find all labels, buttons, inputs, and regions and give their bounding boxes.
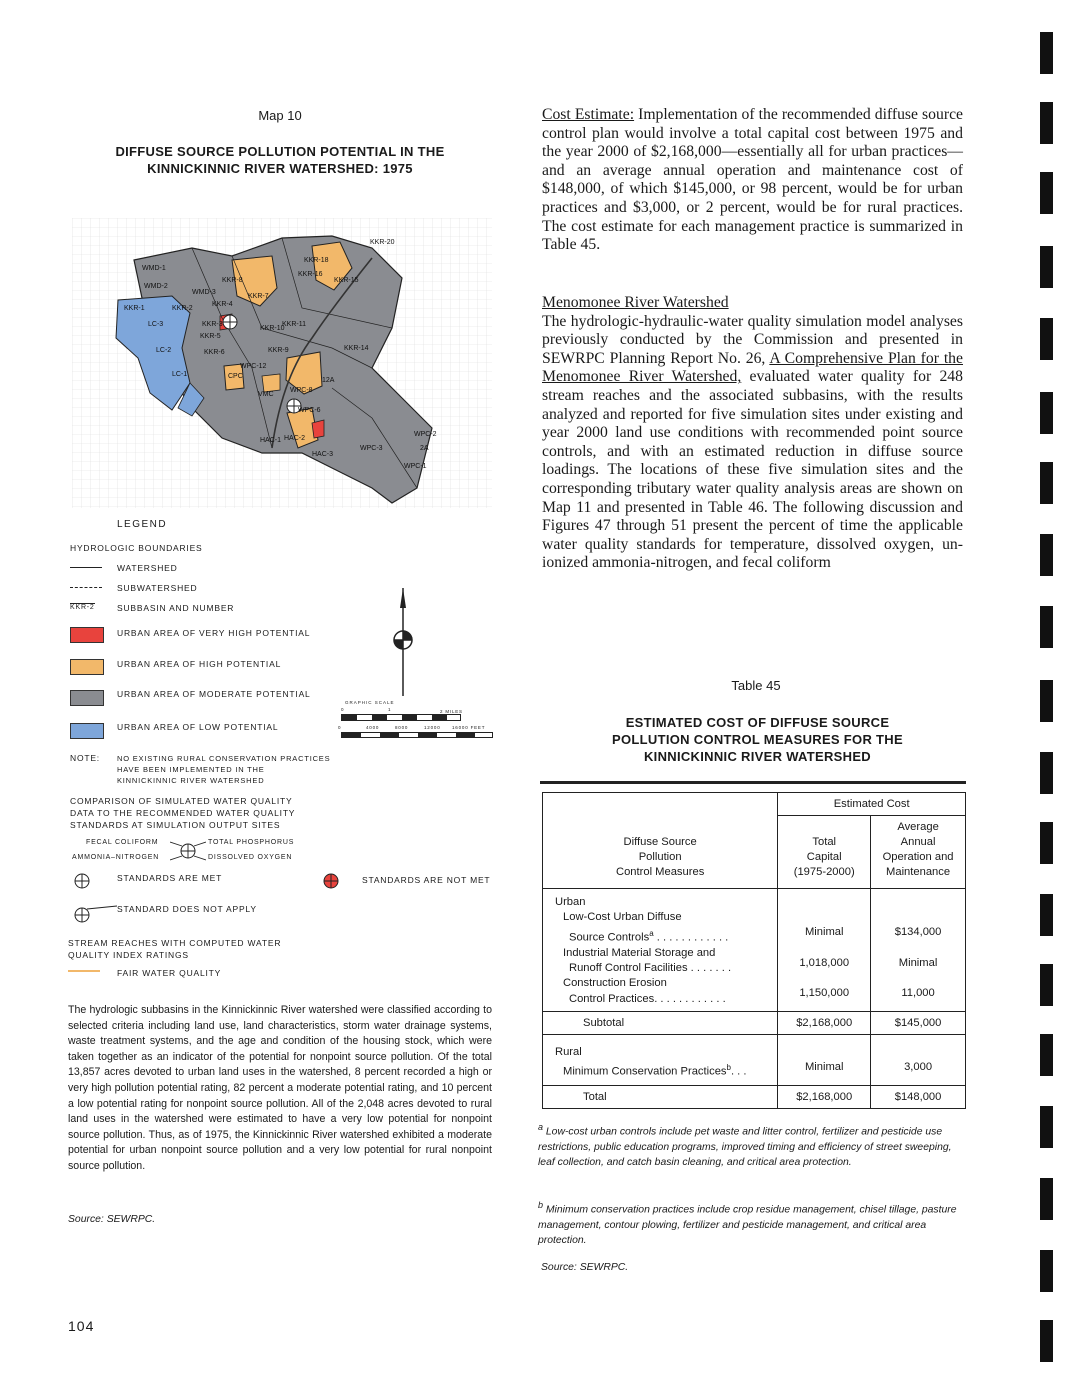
legend-title: LEGEND: [117, 519, 168, 530]
map-subbasin-label: KKR-8: [222, 277, 243, 284]
map-subbasin-label: KKR-7: [248, 293, 269, 300]
scale-ft-3: 12000: [424, 725, 441, 730]
lowcost-l2: Source Controls: [569, 931, 650, 944]
watershed-line-icon: [70, 567, 102, 568]
comp-line2: DATA TO THE RECOMMENDED WATER QUALITY: [70, 808, 296, 818]
page-number: 104: [68, 1318, 95, 1334]
scale-ft-2: 8000: [395, 725, 409, 730]
footnote-b: [538, 1198, 964, 1249]
binder-mark: [1040, 894, 1053, 936]
hdr-col3-l3: Operation and: [882, 851, 954, 863]
menomonee-text-b: evaluated water quality for 248 stream reaches and the associated subbasins, with the results analyzed and reported for five simulation sites under existing and year 2000 land use conditions with recommended point source controls, and with an estimated reduction in diffuse source loadings. The locations of these five simulation sites and the corresponding tributary water quality analysis areas are shown on Map 11 and presented in Table 46. The following discussion and Figures 47 through 51 present the percent of time the applicable water quality standards for temperature, dissolved oxygen, un-ionized ammonia-nitrogen, and fecal coliform: [542, 368, 963, 572]
ind-l1: Industrial Material Storage and: [563, 946, 716, 959]
map-subbasin-label: WPC-2: [414, 431, 437, 438]
header-measures: [543, 793, 778, 889]
legend-moderate: URBAN AREA OF MODERATE POTENTIAL: [117, 689, 311, 699]
note-line2: HAVE BEEN IMPLEMENTED IN THE: [117, 765, 265, 774]
urban-measures: Urban Low-Cost Urban Diffuse Source Controls$^a$ . . . . . . . . . . . . Industrial Material Storage and Runoff Control Facilities . . . . . . . Construction Erosion Control Practices. . . . . . . . . . . .: [543, 889, 778, 1012]
map-subbasin-label: KKR-1: [124, 305, 145, 312]
map-subbasin-label: KKR-9: [268, 347, 289, 354]
map-subbasin-label: WPC-1: [404, 463, 427, 470]
legend-note: [117, 753, 330, 786]
map-subbasin-label: 2A: [420, 445, 429, 452]
scale-mile-1: 1: [388, 707, 392, 712]
ind-l2: Runoff Control Facilities: [569, 961, 688, 974]
scale-bar-feet: [341, 732, 493, 738]
legend-met: STANDARDS ARE MET: [117, 873, 223, 883]
map-subbasin-label: WPC-8: [290, 387, 313, 394]
subtotal-capital: $2,168,000: [778, 1011, 871, 1034]
map-subbasin-label: HAC-3: [312, 451, 334, 458]
map-subbasin-label: HAC-2: [284, 435, 306, 442]
binder-mark: [1040, 102, 1053, 144]
header-annual-om: [871, 816, 966, 889]
scale-ft-4: 16000 FEET: [452, 725, 486, 730]
hdr-col2-l1: Total: [812, 836, 837, 848]
binder-mark: [1040, 246, 1053, 288]
menomonee-section: [542, 294, 963, 573]
binder-mark: [1040, 606, 1053, 648]
binder-mark: [1040, 1178, 1053, 1220]
binder-mark: [1040, 172, 1053, 214]
map-subbasin-label: KKR-18: [304, 257, 329, 264]
map-subbasin-label: 12A: [322, 377, 335, 384]
binder-mark: [1040, 680, 1053, 722]
binder-mark: [1040, 822, 1053, 864]
hdr-col1-l2: Pollution: [638, 851, 682, 863]
legend-fair: FAIR WATER QUALITY: [117, 968, 222, 978]
menomonee-report-title: A Comprehensive Plan for the Menomonee River Watershed,: [542, 349, 963, 386]
map-subbasin-label: KKR-11: [282, 321, 306, 328]
hdr-col3-l2: Annual: [900, 836, 936, 848]
legend-hydro: HYDROLOGIC BOUNDARIES: [70, 543, 203, 553]
map-subbasin-label: WPC-6: [298, 407, 321, 414]
map-subbasin-label: WPC-12: [240, 363, 267, 370]
legend-phos: TOTAL PHOSPHORUS: [208, 839, 295, 846]
footnote-b-mark: b: [538, 1200, 544, 1210]
lowcost-om: $134,000: [894, 926, 942, 938]
subwatershed-line-icon: [70, 587, 102, 588]
hdr-col2-l2: Capital: [806, 851, 842, 863]
very-high-swatch: [70, 627, 104, 643]
fair-quality-line-icon: [68, 970, 100, 972]
note-label: NOTE:: [70, 753, 100, 763]
north-arrow-icon: [392, 588, 414, 696]
map-subbasin-label: HAC-1: [260, 437, 282, 444]
map-subbasin-label: KKR-2: [172, 305, 193, 312]
map-subbasin-label: KKR-10: [260, 325, 285, 332]
legend-ammonia: AMMONIA–NITROGEN: [72, 854, 160, 861]
legend-subbasin: SUBBASIN AND NUMBER: [117, 603, 235, 613]
table-title-line3: KINNICKINNIC RIVER WATERSHED: [643, 749, 871, 764]
map-caption: The hydrologic subbasins in the Kinnickinnic River watershed were classified according to selected criteria including land use, land characteristics, storm water drainage systems, waste treatment systems, and the age and condition of the housing stock, which were taken together as an indicator of the potential for nonpoint source pollution. Of the total 13,857 acres devoted to urban land uses in the watershed, 8 percent recorded a high or very high pollution potential rating, 82 percent a moderate potential rating, and 10 percent a low potential rating for nonpoint source pollution. All of the 2,048 acres devoted to rural land uses in the watershed were estimated to have a very low potential for nonpoint source pollution. Thus, as of 1975, the Kinnickinnic River watershed exhibited a moderate potential for urban nonpoint source pollution and a very low potential for rural nonpoint source pollution.: [68, 1004, 492, 1172]
scale-ft-1: 4000: [366, 725, 380, 730]
standards-met-icon: [73, 872, 91, 890]
legend-not-met: STANDARDS ARE NOT MET: [362, 875, 491, 885]
con-om: 11,000: [901, 987, 935, 1000]
standards-not-met-icon: [322, 872, 340, 890]
binder-mark: [1040, 1250, 1053, 1292]
map-source: Source: SEWRPC.: [68, 1214, 156, 1225]
map-subbasin-label: WMD-2: [144, 283, 168, 290]
table-row: [543, 1011, 966, 1034]
subtotal-label: Subtotal: [543, 1011, 778, 1034]
map-subbasin-label: KKR-3: [202, 321, 223, 328]
map-subbasin-label: WPC-3: [360, 445, 383, 452]
urban-capital: [778, 889, 871, 1012]
map-legend: [0, 0, 530, 1000]
menomonee-text-a: The hydrologic-hydraulic-water quality simulation model analyses previously conducted by the Commission and presented in SEWRPC Planning Report No. 26,: [542, 312, 963, 367]
table-source: Source: SEWRPC.: [541, 1262, 629, 1273]
footnote-a-text: Low-cost urban controls include pet waste and litter control, fertilizer and pesticide use restrictions, public education programs, improved timing and efficiency of street sweeping, leaf collection, and catch basin cleaning, and critical area protection.: [538, 1126, 952, 1169]
rural-capital: Minimal: [778, 1034, 871, 1085]
legend-not-apply: STANDARD DOES NOT APPLY: [117, 904, 257, 914]
binder-mark: [1040, 392, 1053, 434]
menomonee-paragraph: [542, 313, 963, 573]
table-row: [543, 1085, 966, 1108]
header-total-capital: [778, 816, 871, 889]
table-row: [543, 889, 966, 1012]
ind-cap: 1,018,000: [799, 956, 850, 969]
urban-om: [871, 889, 966, 1012]
map-subbasin-label: KKR-20: [370, 239, 395, 246]
map-subbasin-label: KKR-5: [200, 333, 221, 340]
menomonee-heading: Menomonee River Watershed: [542, 294, 729, 311]
map-subbasin-label: KKR-16: [298, 271, 323, 278]
map-subbasin-label: CPC: [228, 373, 243, 380]
subbasin-code: KKR-2: [70, 604, 95, 611]
hdr-col3-l4: Maintenance: [886, 866, 951, 878]
map-subbasin-label: LC-3: [148, 321, 164, 328]
footnote-a: [538, 1120, 964, 1171]
legend-fecal: FECAL COLIFORM: [86, 839, 159, 846]
map-title-line1: DIFFUSE SOURCE POLLUTION POTENTIAL IN THE: [115, 144, 445, 159]
min-sup: b: [726, 1063, 731, 1073]
binder-mark: [1040, 964, 1053, 1006]
high-swatch: [70, 659, 104, 675]
comp-line1: COMPARISON OF SIMULATED WATER QUALITY: [70, 796, 293, 806]
total-om: $148,000: [871, 1085, 966, 1108]
binder-mark: [1040, 318, 1053, 360]
subtotal-om: $145,000: [871, 1011, 966, 1034]
header-estimated-cost: Estimated Cost: [778, 793, 966, 816]
total-label: Total: [543, 1085, 778, 1108]
scale-bar: [341, 714, 461, 721]
note-line1: NO EXISTING RURAL CONSERVATION PRACTICES: [117, 754, 331, 763]
map-number: Map 10: [258, 108, 302, 123]
cost-estimate-text: Implementation of the recommended diffuse source control plan would involve a total capital cost between 1975 and the year 2000 of $2,168,000—essentially all for urban practices—and an average annual operation and maintenance cost of $148,000, of which $145,000, or 98 percent, would be for urban practices and $3,000, or 2 percent, would be for rural practices. The cost estimate for each management practice is summarized in Table 45.: [542, 106, 963, 254]
binder-mark: [1040, 534, 1053, 576]
min-l1: Minimum Conservation Practices: [563, 1066, 727, 1079]
binder-mark: [1040, 1320, 1053, 1362]
map-subbasin-label: KKR-6: [204, 349, 225, 356]
legend-high: URBAN AREA OF HIGH POTENTIAL: [117, 659, 282, 669]
urban-label: Urban: [555, 896, 586, 908]
table-row: [543, 1034, 966, 1085]
map-subbasin-label: VMC: [258, 391, 274, 398]
con-l2: Control Practices: [569, 992, 655, 1005]
comp-line3: STANDARDS AT SIMULATION OUTPUT SITES: [70, 820, 281, 830]
binder-mark: [1040, 32, 1053, 74]
reach-line1: STREAM REACHES WITH COMPUTED WATER: [68, 938, 282, 948]
legend-comparison: [70, 795, 295, 831]
map-title-line2: KINNICKINNIC RIVER WATERSHED: 1975: [147, 161, 413, 176]
map-subbasin-label: KKR-14: [344, 345, 369, 352]
table-title: [590, 714, 925, 765]
binder-mark: [1040, 1034, 1053, 1076]
legend-do: DISSOLVED OXYGEN: [208, 854, 293, 861]
scale-title: GRAPHIC SCALE: [345, 700, 395, 705]
legend-low: URBAN AREA OF LOW POTENTIAL: [117, 722, 279, 732]
not-apply-icon: [73, 903, 119, 925]
table-top-rule: [540, 781, 966, 784]
map-subbasin-label: LC-2: [156, 347, 172, 354]
scale-mile-0: 0: [341, 707, 345, 712]
reach-line2: QUALITY INDEX RATINGS: [68, 950, 189, 960]
con-cap: 1,150,000: [799, 987, 850, 1000]
rural-label: Rural: [555, 1045, 582, 1058]
rural-measures: Rural Minimum Conservation Practices$^b$. . .: [543, 1034, 778, 1085]
con-l1: Construction Erosion: [563, 977, 667, 990]
ind-om: Minimal: [898, 956, 938, 969]
quadrant-key-icon: [170, 836, 206, 866]
hdr-col1-l1: Diffuse Source: [623, 836, 697, 848]
hdr-col1-l3: Control Measures: [616, 866, 705, 878]
scale-ft-0: 0: [338, 725, 342, 730]
lowcost-sup: a: [649, 928, 654, 938]
hdr-col3-l1: Average: [897, 821, 939, 833]
map-subbasin-label: WMD-1: [142, 265, 166, 272]
table-title-line1: ESTIMATED COST OF DIFFUSE SOURCE: [625, 715, 890, 730]
map-subbasin-label: WMD-3: [192, 289, 216, 296]
legend-very-high: URBAN AREA OF VERY HIGH POTENTIAL: [117, 628, 311, 638]
cost-table: [542, 792, 966, 1109]
lowcost-l1: Low-Cost Urban Diffuse: [563, 911, 682, 924]
scale-miles: 2 MILES: [440, 709, 463, 714]
map-subbasin-label: LC-1: [172, 371, 188, 378]
footnote-b-text: Minimum conservation practices include crop residue management, chisel tillage, pasture management, contour plowing, fertilizer and pesticide management, and critical area protection.: [538, 1204, 957, 1247]
map-subbasin-label: KKR-4: [212, 301, 233, 308]
legend-subwatershed: SUBWATERSHED: [117, 583, 198, 593]
table-number: Table 45: [731, 678, 781, 693]
cost-estimate-heading: Cost Estimate:: [542, 106, 635, 123]
note-line3: KINNICKINNIC RIVER WATERSHED: [117, 776, 265, 785]
low-swatch: [70, 723, 104, 739]
lowcost-cap: Minimal: [804, 926, 844, 938]
map-subbasin-label: KKR-15: [334, 277, 359, 284]
footnote-a-mark: a: [538, 1122, 544, 1132]
legend-reaches: [68, 937, 281, 961]
rural-om: 3,000: [871, 1034, 966, 1085]
table-title-line2: POLLUTION CONTROL MEASURES FOR THE: [612, 732, 903, 747]
legend-watershed: WATERSHED: [117, 563, 178, 573]
binder-mark: [1040, 1106, 1053, 1148]
cost-estimate-paragraph: [542, 106, 963, 255]
binder-mark: [1040, 752, 1053, 794]
hdr-col2-l3: (1975-2000): [793, 866, 855, 878]
total-capital: $2,168,000: [778, 1085, 871, 1108]
binder-mark: [1040, 462, 1053, 504]
moderate-swatch: [70, 690, 104, 706]
